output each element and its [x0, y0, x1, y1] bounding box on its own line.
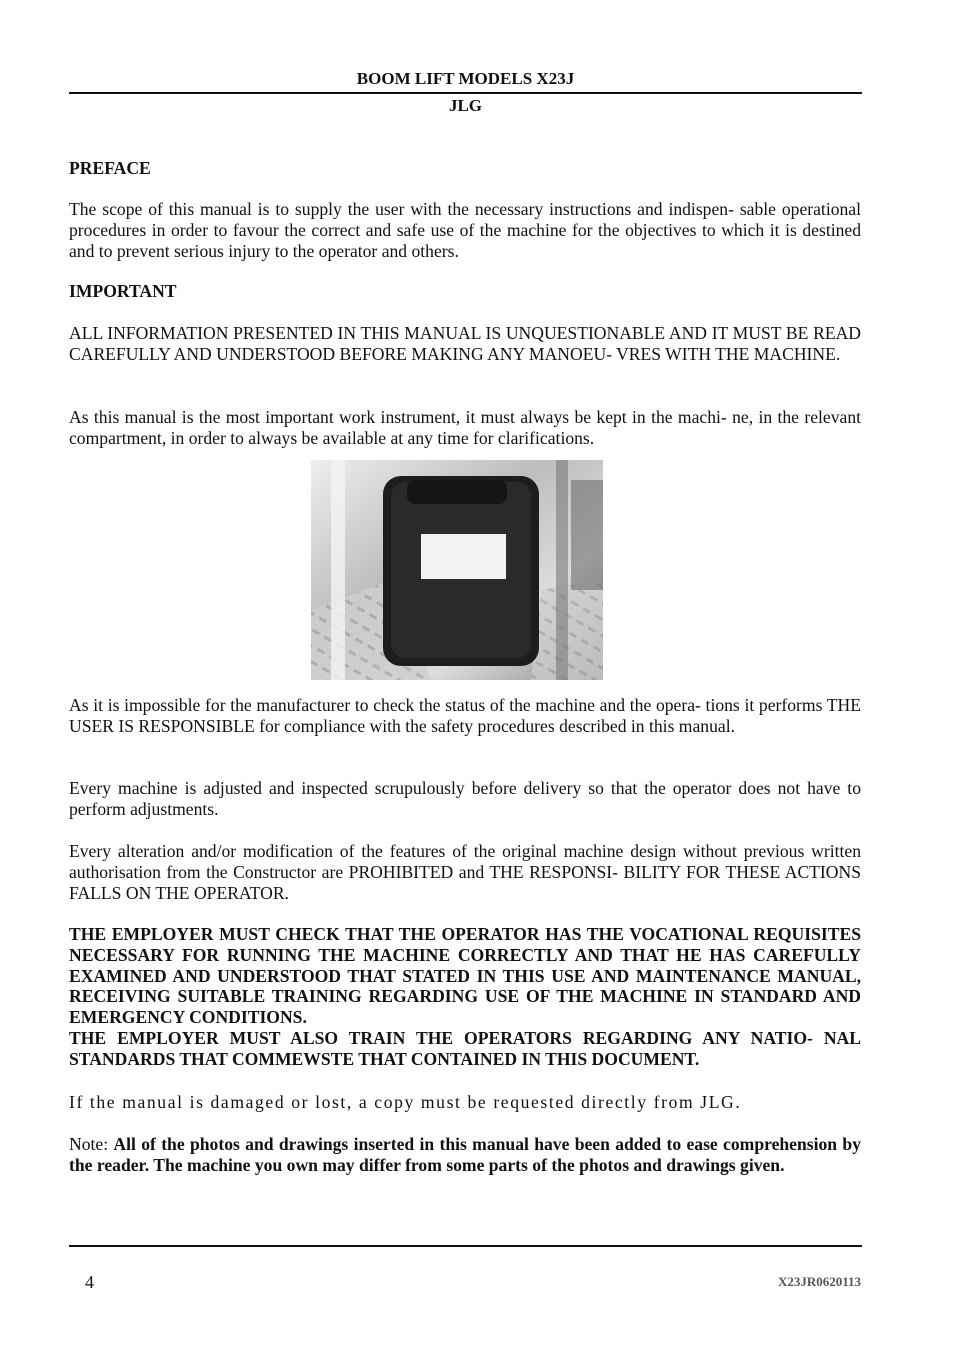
lost-manual-text: If the manual is damaged or lost, a copy must be requested directly from JLG.	[69, 1092, 742, 1112]
note-text: All of the photos and drawings inserted in this manual have been added to ease comprehension by the reader. The machine you own may differ from some parts of the photos and drawings given.	[69, 1134, 861, 1175]
important-text: ALL INFORMATION PRESENTED IN THIS MANUAL IS UNQUESTIONABLE AND IT MUST BE READ CAREFULLY AND UNDERSTOOD BEFORE MAKING ANY MANOEU- VRES WITH THE MACHINE.	[69, 323, 861, 364]
footer-rule	[69, 1245, 862, 1247]
document-code: X23JR0620113	[777, 1274, 861, 1289]
page-number: 4	[85, 1272, 94, 1292]
header-title: BOOM LIFT MODELS X23J	[356, 69, 575, 88]
preface-heading: PREFACE	[69, 158, 151, 178]
note-label: Note:	[69, 1134, 109, 1154]
header-rule	[69, 92, 862, 94]
preface-text: The scope of this manual is to supply the user with the necessary instructions and indispen- sable operational procedures in order to favour the correct and safe use of the machine for the objectives to which it is destined and to prevent serious injury to the operator and others.	[69, 199, 861, 261]
header-brand: JLG	[448, 96, 483, 115]
keep-manual-text: As this manual is the most important work instrument, it must always be kept in the machi- ne, in the relevant compartment, in order to always be available at any time for clarifications.	[69, 407, 861, 448]
manual-compartment-photo	[311, 460, 603, 680]
employer-training-text: THE EMPLOYER MUST ALSO TRAIN THE OPERATORS REGARDING ANY NATIO- NAL STANDARDS THAT COMMEWSTE THAT CONTAINED IN THIS DOCUMENT.	[69, 1028, 861, 1069]
alteration-text: Every alteration and/or modification of the features of the original machine design without previous written authorisation from the Constructor are PROHIBITED and THE RESPONSI- BILITY FOR THESE ACTIONS FALLS ON THE OPERATOR.	[69, 841, 861, 903]
adjusted-text: Every machine is adjusted and inspected scrupulously before delivery so that the operator does not have to perform adjustments.	[69, 778, 861, 819]
important-heading: IMPORTANT	[69, 281, 177, 301]
note-paragraph	[69, 1134, 861, 1176]
manual-holder-illustration	[311, 460, 603, 680]
responsibility-text: As it is impossible for the manufacturer to check the status of the machine and the opera- tions it performs THE USER IS RESPONSIBLE for compliance with the safety procedures described in this manual.	[69, 695, 861, 736]
employer-warning-text: THE EMPLOYER MUST CHECK THAT THE OPERATOR HAS THE VOCATIONAL REQUISITES NECESSARY FOR RUNNING THE MACHINE CORRECTLY AND THAT HE HAS CAREFULLY EXAMINED AND UNDERSTOOD THAT STATED IN THIS USE AND MAINTENANCE MANUAL, RECEIVING SUITABLE TRAINING REGARDING USE OF THE MACHINE IN STANDARD AND EMERGENCY CONDITIONS.	[69, 924, 861, 1028]
